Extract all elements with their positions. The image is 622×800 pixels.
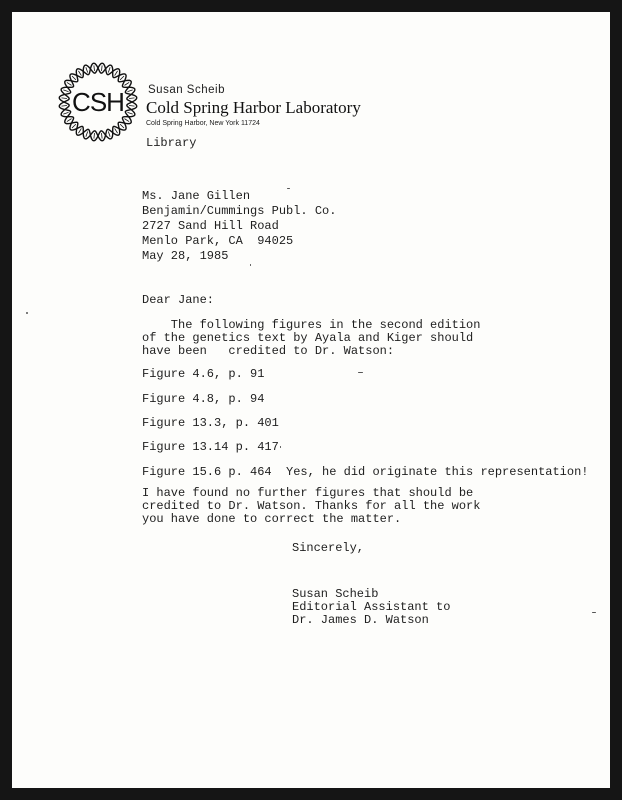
intro-line: have been credited to Dr. Watson:: [142, 344, 395, 358]
scan-speck: [287, 188, 290, 189]
signature-name: Susan Scheib: [292, 587, 379, 601]
closing-line: you have done to correct the matter.: [142, 512, 402, 526]
salutation: Dear Jane:: [142, 293, 215, 307]
figure-item: Figure 15.6 p. 464 Yes, he did originate this representation!: [142, 465, 589, 479]
recipient-city: Menlo Park, CA 94025: [142, 234, 294, 248]
letter-page: [12, 12, 610, 788]
figure-item: Figure 13.3, p. 401: [142, 416, 279, 430]
letterhead-address: Cold Spring Harbor, New York 11724: [146, 120, 260, 127]
scan-speck: [280, 446, 281, 448]
letterhead-department: Library: [146, 136, 197, 150]
scan-speck: [250, 264, 251, 266]
closing-line: I have found no further figures that should be: [142, 486, 474, 500]
letter-date: May 28, 1985: [142, 249, 229, 263]
letterhead-organization: Cold Spring Harbor Laboratory: [146, 98, 361, 117]
figure-item: Figure 4.8, p. 94: [142, 392, 265, 406]
recipient-street: 2727 Sand Hill Road: [142, 219, 279, 233]
csh-logo: [56, 60, 140, 144]
recipient-company: Benjamin/Cummings Publ. Co.: [142, 204, 337, 218]
figure-item: Figure 4.6, p. 91: [142, 367, 265, 381]
scan-speck: [26, 312, 28, 314]
scan-speck: [358, 372, 363, 373]
letterhead-person: Susan Scheib: [148, 84, 225, 96]
closing-line: credited to Dr. Watson. Thanks for all the work: [142, 499, 481, 513]
scan-speck: [592, 612, 596, 613]
logo-text: CSH: [72, 86, 124, 117]
intro-line: The following figures in the second edition: [142, 318, 481, 332]
closing: Sincerely,: [292, 541, 365, 555]
intro-line: of the genetics text by Ayala and Kiger should: [142, 331, 474, 345]
recipient-name: Ms. Jane Gillen: [142, 189, 251, 203]
figure-item: Figure 13.14 p. 417: [142, 440, 279, 454]
signature-employer: Dr. James D. Watson: [292, 613, 429, 627]
signature-title: Editorial Assistant to: [292, 600, 451, 614]
